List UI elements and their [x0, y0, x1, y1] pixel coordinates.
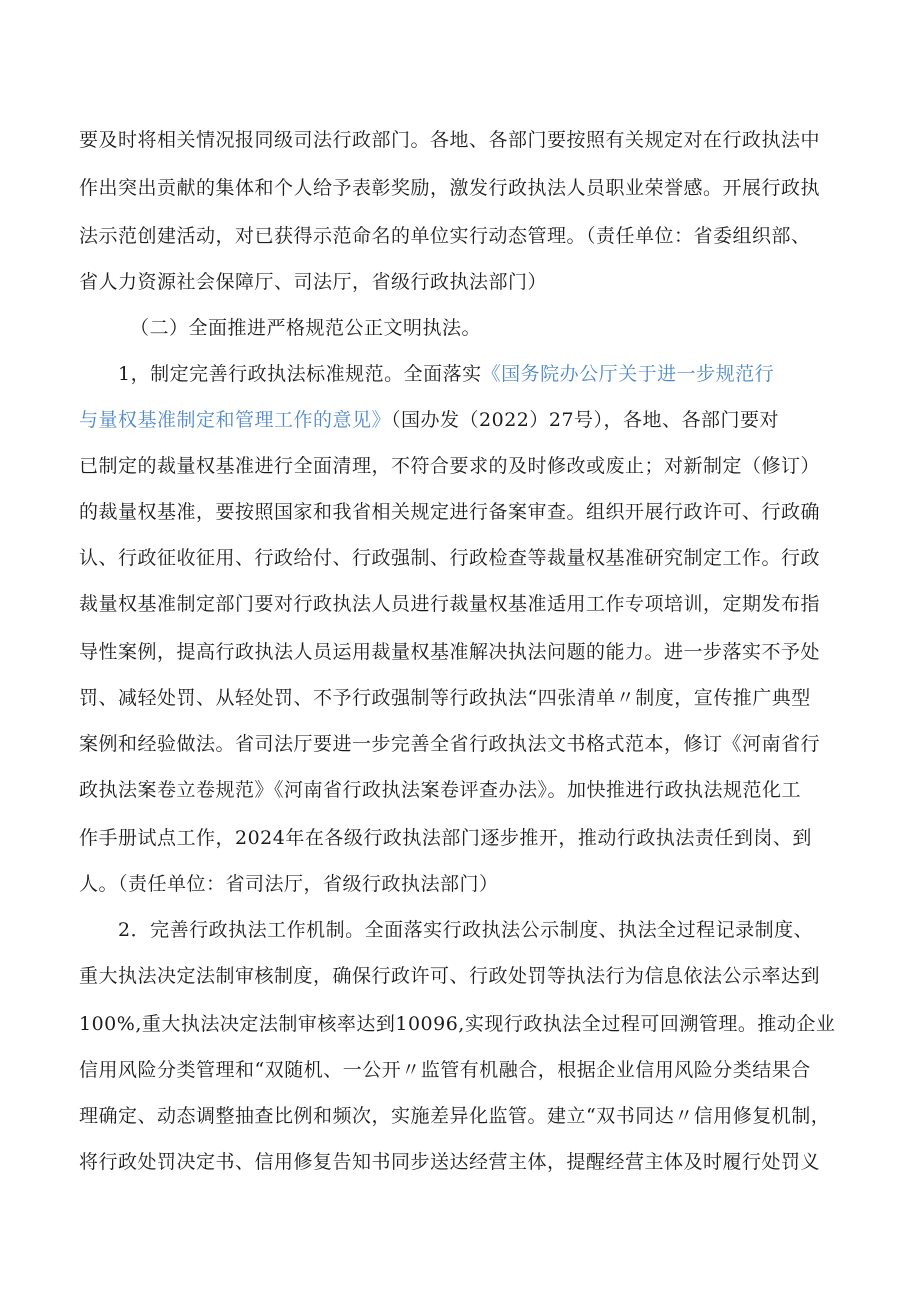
paragraph-line	[79, 408, 779, 432]
paragraph-line: 2．完善行政执法工作机制。全面落实行政执法公示制度、执法全过程记录制度、	[118, 919, 814, 941]
paragraph-line: 要及时将相关情况报同级司法行政部门。各地、各部门要按照有关规定对在行政执法中	[79, 129, 821, 151]
document-number: （国办发（2022）27号），各地、各部门要对	[391, 409, 780, 431]
paragraph-line: 的裁量权基准，要按照国家和我省相关规定进行备案审查。组织开展行政许可、行政确	[79, 501, 821, 523]
policy-link-continued[interactable]: 与量权基准制定和管理工作的意见》	[79, 409, 392, 431]
paragraph-line: 已制定的裁量权基准进行全面清理，不符合要求的及时修改或废止；对新制定（修订）	[79, 455, 821, 477]
paragraph-line: 理确定、动态调整抽查比例和频次，实施差异化监管。建立“双书同达〃信用修复机制，	[79, 1105, 831, 1127]
policy-link[interactable]: 《国务院办公厅关于进一步规范行	[481, 363, 775, 385]
paragraph-line: 政执法案卷立卷规范》《河南省行政执法案卷评查办法》。加快推进行政执法规范化工	[79, 779, 802, 801]
paragraph-line: 100%,重大执法决定法制审核率达到10096,实现行政执法全过程可回溯管理。推动企业	[79, 1013, 836, 1035]
paragraph-line: 导性案例，提高行政执法人员运用裁量权基准解决执法问题的能力。进一步落实不予处	[79, 641, 821, 663]
paragraph-line	[118, 362, 774, 386]
paragraph-line: 人。（责任单位：省司法厅，省级行政执法部门）	[79, 873, 499, 895]
paragraph-line: 重大执法决定法制审核制度，确保行政许可、行政处罚等执法行为信息依法公示率达到	[79, 965, 821, 987]
paragraph-line: 信用风险分类管理和“双随机、一公开〃监管有机融合，根据企业信用风险分类结果合	[79, 1059, 811, 1081]
paragraph-line: 将行政处罚决定书、信用修复告知书同步送达经营主体，提醒经营主体及时履行处罚义	[79, 1151, 821, 1173]
paragraph-line: 作手册试点工作，2024年在各级行政执法部门逐步推开，推动行政执法责任到岗、到	[79, 827, 812, 849]
section-heading: （二）全面推进严格规范公正文明执法。	[130, 317, 482, 339]
paragraph-line: 法示范创建活动，对已获得示范命名的单位实行动态管理。（责任单位：省委组织部、	[79, 225, 811, 247]
paragraph-line: 认、行政征收征用、行政给付、行政强制、行政检查等裁量权基准研究制定工作。行政	[79, 547, 821, 569]
paragraph-line: 作出突出贡献的集体和个人给予表彰奖励，激发行政执法人员职业荣誉感。开展行政执	[79, 177, 821, 199]
paragraph-line: 省人力资源社会保障厅、司法厅，省级行政执法部门）	[79, 271, 548, 293]
paragraph-line: 案例和经验做法。省司法厅要进一步完善全省行政执法文书格式范本，修订《河南省行	[79, 733, 821, 755]
paragraph-line: 裁量权基准制定部门要对行政执法人员进行裁量权基准适用工作专项培训，定期发布指	[79, 593, 821, 615]
paragraph-line: 罚、减轻处罚、从轻处罚、不予行政强制等行政执法“四张清单〃制度，宣传推广典型	[79, 687, 811, 709]
item-title: 1，制定完善行政执法标准规范。全面落实	[118, 363, 482, 385]
